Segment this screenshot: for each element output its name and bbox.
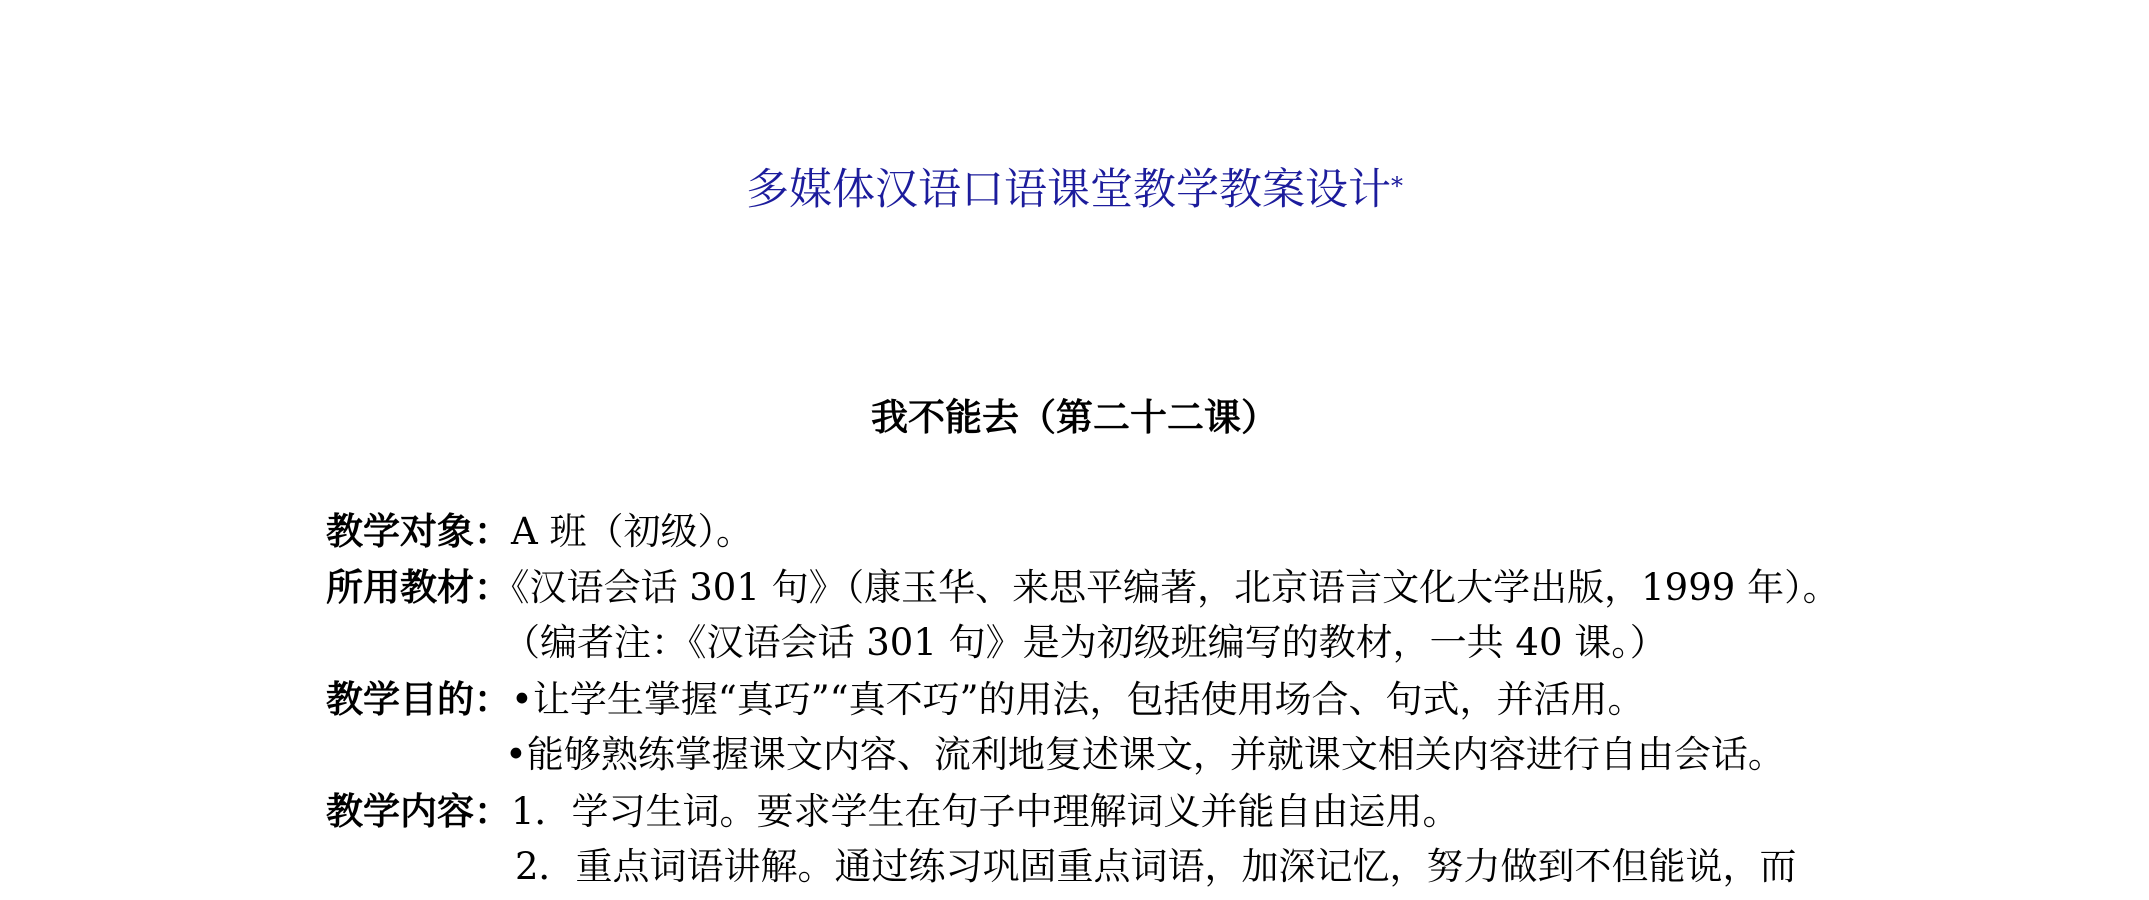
- textbook-value: 《汉语会话 301 句》（康玉华、来思平编著，北京语言文化大学出版，1999 年）。: [511, 566, 1840, 609]
- textbook-label: 所用教材：: [326, 565, 511, 609]
- content-line: [326, 786, 1460, 837]
- title-footnote-mark: *: [1391, 172, 1403, 200]
- objective-item: •让学生掌握“真巧”“真不巧”的用法，包括使用场合、句式，并活用。: [511, 678, 1645, 721]
- content-item: 1．学习生词。要求学生在句子中理解词义并能自由运用。: [511, 790, 1460, 833]
- content-item: 2．重点词语讲解。通过练习巩固重点词语，加深记忆，努力做到不但能说，而: [515, 845, 1797, 888]
- content-label: 教学内容：: [326, 789, 511, 833]
- objective-item: •能够熟练掌握课文内容、流利地复述课文，并就课文相关内容进行自由会话。: [505, 733, 1785, 776]
- objectives-line: [326, 674, 1645, 725]
- textbook-editor-note: （编者注：《汉语会话 301 句》是为初级班编写的教材，一共 40 课。）: [503, 621, 1667, 664]
- target-value: A 班（初级）。: [511, 510, 753, 553]
- document-title: [0, 162, 2149, 218]
- textbook-line: [326, 562, 1840, 613]
- objectives-label: 教学目的：: [326, 677, 511, 721]
- target-line: [326, 506, 753, 557]
- document-title-text: 多媒体汉语口语课堂教学教案设计: [746, 165, 1391, 215]
- lesson-title: 我不能去（第二十二课）: [871, 395, 1278, 439]
- target-label: 教学对象：: [326, 509, 511, 553]
